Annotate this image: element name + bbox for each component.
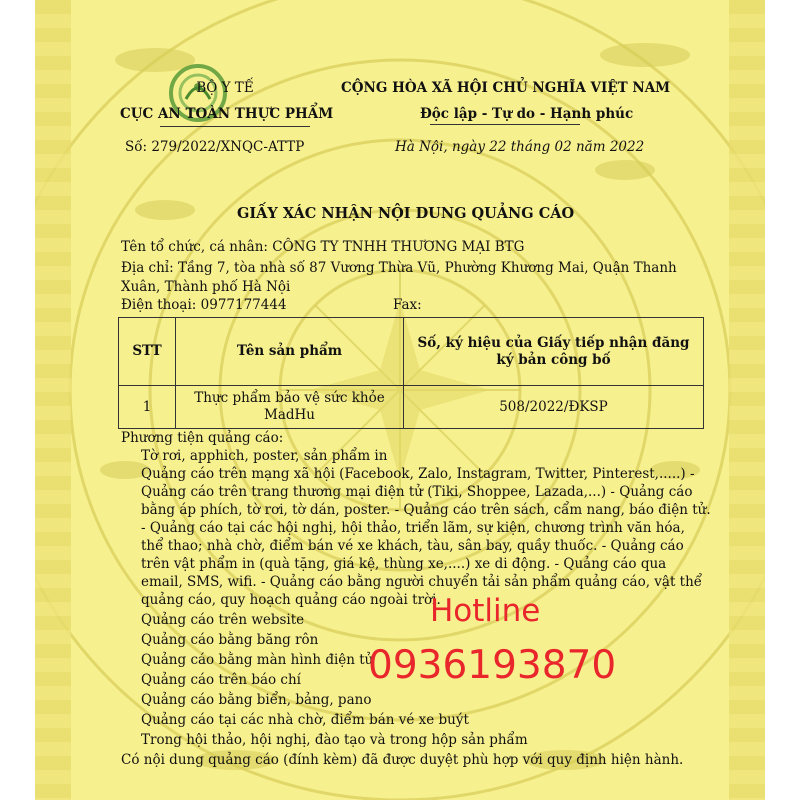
- media-line: email, SMS, wifi. - Quảng cáo bằng người chuyển tải sản phẩm quảng cáo, vật thể: [141, 574, 703, 590]
- media-line: - Quảng cáo tại các hội nghị, hội thảo, triển lãm, sự kiện, chương trình văn hóa,: [141, 520, 685, 536]
- document-title: GIẤY XÁC NHẬN NỘI DUNG QUẢNG CÁO: [237, 205, 575, 222]
- media-line: Quảng cáo bằng băng rôn: [141, 632, 319, 648]
- table-header-row: [119, 318, 704, 386]
- media-line: Trong hội thảo, hội nghị, đào tạo và trong hộp sản phẩm: [141, 732, 528, 748]
- hotline-number[interactable]: 0936193870: [368, 643, 617, 688]
- motto-underline: [430, 124, 580, 125]
- media-line: thể thao; nhà chờ, điểm bán vé xe khách, tàu, sân bay, quầy thuốc. - Quảng cáo: [141, 538, 684, 554]
- left-pattern-border: [35, 0, 71, 800]
- organization-name: Tên tổ chức, cá nhân: CÔNG TY TNHH THƯƠNG MẠI BTG: [121, 239, 525, 255]
- media-line: Tờ rơi, apphich, poster, sản phẩm in: [141, 448, 388, 464]
- right-pattern-border: [729, 0, 765, 800]
- phone-line: Điện thoại: 0977177444: [121, 297, 287, 313]
- certificate-page: [35, 0, 765, 800]
- address-line-1: Địa chỉ: Tầng 7, tòa nhà số 87 Vương Thừa Vũ, Phường Khương Mai, Quận Thanh: [121, 260, 677, 276]
- hotline-label: Hotline: [430, 593, 541, 629]
- agency-name: CỤC AN TOÀN THỰC PHẨM: [120, 106, 334, 122]
- column-header-registration: Số, ký hiệu của Giấy tiếp nhận đăng ký bản công bố: [404, 318, 704, 386]
- cell-product-name: Thực phẩm bảo vệ sức khỏe MadHu: [176, 386, 404, 429]
- media-line: Quảng cáo trên trang thương mại điện tử (Tiki, Shoppee, Lazada,...) - Quảng cáo: [141, 484, 693, 500]
- media-line: Quảng cáo trên website: [141, 612, 305, 628]
- media-heading: Phương tiện quảng cáo:: [121, 430, 284, 446]
- agency-underline: [160, 126, 310, 127]
- media-line: bằng áp phích, tờ rơi, tờ dán, poster. - Quảng cáo trên sách, cẩm nang, báo điện tử.: [141, 502, 711, 518]
- cell-stt: 1: [119, 386, 176, 429]
- national-motto: Độc lập - Tự do - Hạnh phúc: [420, 106, 634, 122]
- column-header-stt: STT: [119, 318, 176, 386]
- media-line: Quảng cáo bằng biển, bảng, pano: [141, 692, 372, 708]
- address-line-2: Xuân, Thành phố Hà Nội: [121, 279, 291, 295]
- cell-registration-number: 508/2022/ĐKSP: [404, 386, 704, 429]
- media-line: Quảng cáo trên mạng xã hội (Facebook, Zalo, Instagram, Twitter, Pinterest,.....) -: [141, 466, 695, 482]
- ministry-name: BỘ Y TẾ: [196, 80, 254, 96]
- column-header-product: Tên sản phẩm: [176, 318, 404, 386]
- media-line: trên vật phẩm in (quà tặng, giá kệ, thùng xe,....) xe di động. - Quảng cáo qua: [141, 556, 667, 572]
- country-name: CỘNG HÒA XÃ HỘI CHỦ NGHĨA VIỆT NAM: [341, 80, 671, 96]
- media-line: Quảng cáo tại các nhà chờ, điểm bán vé xe buýt: [141, 712, 469, 728]
- fax-label: Fax:: [393, 297, 422, 313]
- product-table: [118, 317, 704, 429]
- media-line: Quảng cáo trên báo chí: [141, 672, 302, 688]
- place-and-date: Hà Nội, ngày 22 tháng 02 năm 2022: [395, 139, 645, 155]
- table-row: [119, 386, 704, 429]
- closing-statement: Có nội dung quảng cáo (đính kèm) đã được duyệt phù hợp với quy định hiện hành.: [121, 752, 684, 768]
- media-line: Quảng cáo bằng màn hình điện tử: [141, 652, 374, 668]
- document-number: Số: 279/2022/XNQC-ATTP: [125, 139, 305, 155]
- media-line: quảng cáo, quy hoạch quảng cáo ngoài trời.: [141, 592, 441, 608]
